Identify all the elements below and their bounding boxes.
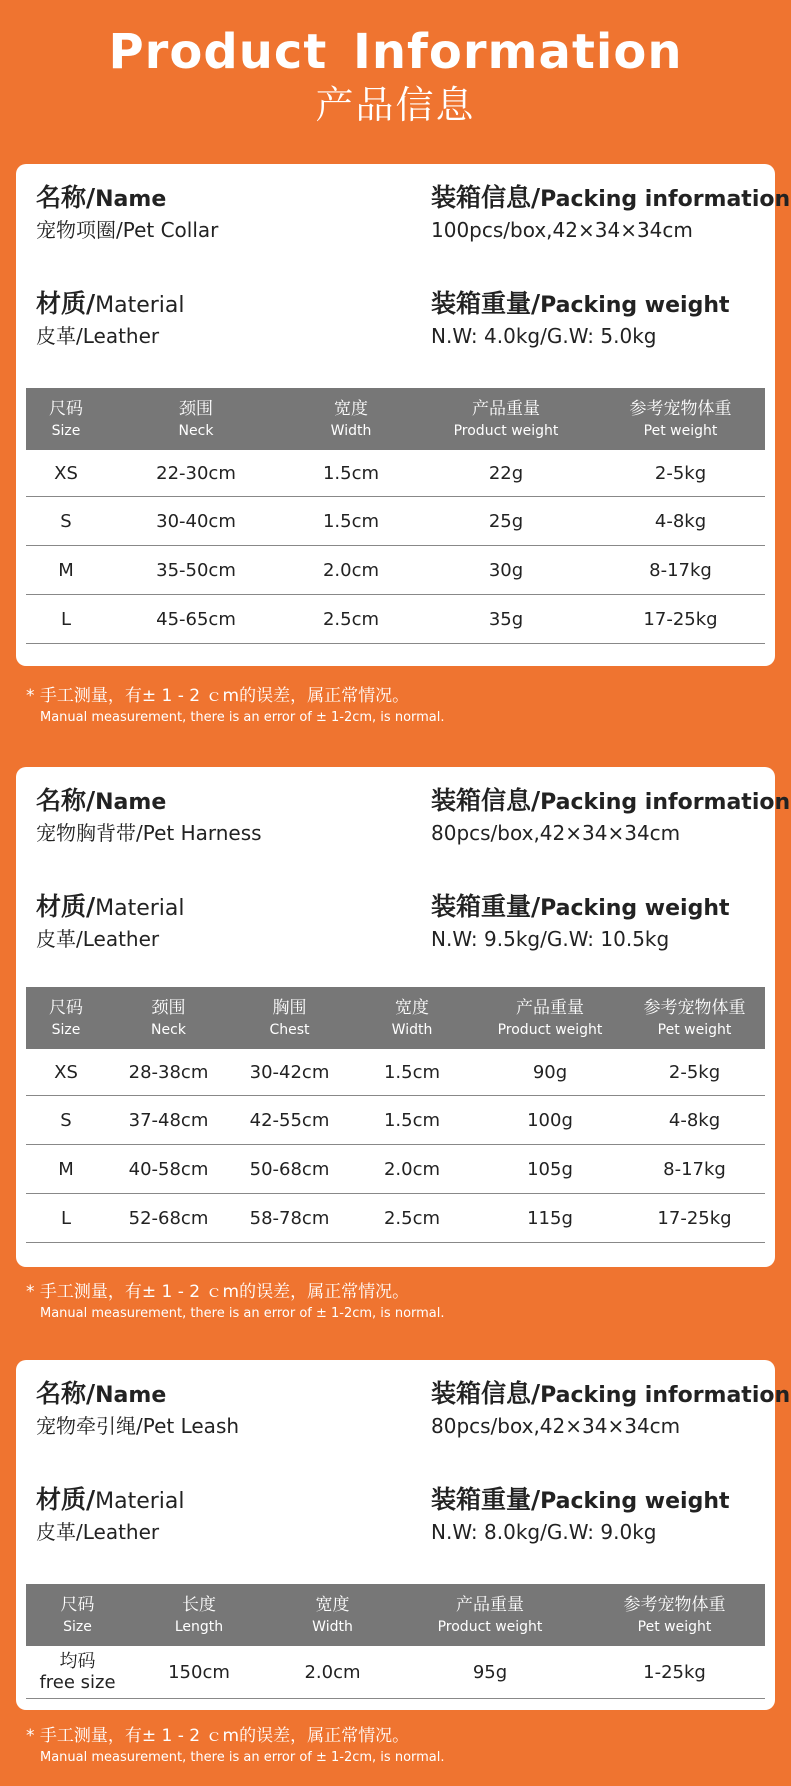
label-text: Packing information bbox=[540, 790, 791, 815]
label-text: 产品重量 bbox=[516, 998, 584, 1018]
measurement-note: * 手工测量，有± 1 - 2 ｃm的误差，属正常情况。 Manual measurement, there is an error of ± 1-2cm, is normal. bbox=[26, 1282, 445, 1321]
label-text: Packing weight bbox=[540, 293, 730, 318]
label-text: Neck bbox=[178, 423, 214, 439]
label-text: 装箱信息/ bbox=[431, 786, 541, 815]
page-title-en: Product Information bbox=[108, 24, 683, 80]
col-size bbox=[26, 1584, 129, 1646]
label-text: 装箱重量/ bbox=[431, 892, 541, 921]
packing-weight-block bbox=[431, 288, 730, 350]
col-size bbox=[26, 987, 106, 1049]
label-text: 名称/ bbox=[36, 183, 96, 212]
table-cell: L bbox=[26, 1194, 106, 1243]
col-product-weight bbox=[416, 388, 596, 450]
label-text: Material bbox=[95, 293, 185, 318]
table-cell: 2.0cm bbox=[269, 1646, 396, 1699]
col-product-weight bbox=[476, 987, 624, 1049]
product-card-collar bbox=[16, 164, 791, 666]
label-text: 产品重量 bbox=[472, 399, 540, 419]
packing-weight-block bbox=[431, 891, 730, 953]
label-text: 颈围 bbox=[151, 998, 186, 1018]
label-text: 胸围 bbox=[272, 998, 307, 1018]
field-label bbox=[431, 288, 730, 322]
table-cell: XS bbox=[26, 1049, 106, 1096]
label-text: Pet weight bbox=[657, 1022, 732, 1038]
table-cell: 2.0cm bbox=[348, 1145, 476, 1194]
field-label bbox=[36, 182, 218, 216]
col-width bbox=[269, 1584, 396, 1646]
table-row bbox=[26, 1646, 765, 1699]
table-cell: 1-25kg bbox=[584, 1646, 765, 1699]
label-text: 宽度 bbox=[334, 399, 368, 419]
col-length bbox=[129, 1584, 269, 1646]
product-name: 宠物牵引绳/Pet Leash bbox=[36, 1414, 240, 1438]
table-row bbox=[26, 1194, 765, 1243]
page-header bbox=[0, 0, 791, 154]
table-cell: 30g bbox=[416, 546, 596, 595]
field-label bbox=[36, 1378, 239, 1412]
product-name: 宠物项圈/Pet Collar bbox=[36, 218, 219, 242]
table-cell: 95g bbox=[396, 1646, 584, 1699]
label-text: 材质/ bbox=[36, 289, 96, 318]
col-neck bbox=[106, 987, 231, 1049]
table-cell: 30-42cm bbox=[231, 1049, 348, 1096]
table-row bbox=[26, 595, 765, 644]
table-row bbox=[26, 450, 765, 497]
field-label bbox=[431, 785, 790, 819]
material-block bbox=[36, 891, 185, 953]
table-cell: M bbox=[26, 1145, 106, 1194]
table-cell: 22g bbox=[416, 450, 596, 497]
table-row bbox=[26, 1096, 765, 1145]
table-cell: L bbox=[26, 595, 106, 644]
label-text: Product weight bbox=[453, 423, 559, 439]
packing-weight-block bbox=[431, 1484, 730, 1546]
table-cell: 42-55cm bbox=[231, 1096, 348, 1145]
label-text: Name bbox=[95, 187, 167, 212]
label-text: Pet weight bbox=[643, 423, 718, 439]
label-text: Packing weight bbox=[540, 1489, 730, 1514]
label-text: 装箱信息/ bbox=[431, 183, 541, 212]
table-cell: 30-40cm bbox=[106, 497, 286, 546]
table-cell: 2-5kg bbox=[596, 450, 765, 497]
table-cell: 100g bbox=[476, 1096, 624, 1145]
name-block bbox=[36, 1378, 239, 1440]
label-text: 产品重量 bbox=[456, 1595, 524, 1615]
name-block bbox=[36, 785, 262, 847]
table-cell: 1.5cm bbox=[286, 450, 416, 497]
label-text: Width bbox=[391, 1022, 433, 1038]
label-text: 宽度 bbox=[315, 1595, 350, 1615]
table-cell: 8-17kg bbox=[596, 546, 765, 595]
label-text: 长度 bbox=[182, 1595, 216, 1615]
product-card-leash bbox=[16, 1360, 791, 1710]
packing-weight-value: N.W: 9.5kg/G.W: 10.5kg bbox=[431, 927, 670, 951]
label-text: 参考宠物体重 bbox=[643, 998, 746, 1018]
packing-info-value: 80pcs/box,42×34×34cm bbox=[431, 821, 681, 845]
col-neck bbox=[106, 388, 286, 450]
measurement-note: * 手工测量，有± 1 - 2 ｃm的误差，属正常情况。 Manual measurement, there is an error of ± 1-2cm, is normal. bbox=[26, 1726, 445, 1765]
label-text: 尺码 bbox=[49, 399, 83, 419]
label-text: Size bbox=[51, 423, 81, 439]
table-cell: 17-25kg bbox=[596, 595, 765, 644]
table-cell: 105g bbox=[476, 1145, 624, 1194]
packing-info-value: 80pcs/box,42×34×34cm bbox=[431, 1414, 681, 1438]
material-block bbox=[36, 1484, 185, 1546]
table-cell: S bbox=[26, 1096, 106, 1145]
label-text: 装箱重量/ bbox=[431, 1485, 541, 1514]
packing-info-value: 100pcs/box,42×34×34cm bbox=[431, 218, 693, 242]
material-block bbox=[36, 288, 185, 350]
label-text: 材质/ bbox=[36, 1485, 96, 1514]
label-text: Width bbox=[312, 1619, 353, 1635]
table-cell: 2.0cm bbox=[286, 546, 416, 595]
label-text: Material bbox=[95, 896, 185, 921]
field-label bbox=[431, 891, 730, 925]
table-cell: 45-65cm bbox=[106, 595, 286, 644]
table-cell: 35-50cm bbox=[106, 546, 286, 595]
packing-weight-value: N.W: 8.0kg/G.W: 9.0kg bbox=[431, 1520, 657, 1544]
size-table bbox=[26, 388, 765, 644]
packing-info-block bbox=[431, 182, 790, 244]
field-label bbox=[431, 1484, 730, 1518]
measurement-note: * 手工测量，有± 1 - 2 ｃm的误差，属正常情况。 Manual measurement, there is an error of ± 1-2cm, is normal. bbox=[26, 686, 445, 725]
packing-weight-value: N.W: 4.0kg/G.W: 5.0kg bbox=[431, 324, 657, 348]
label-text: Packing weight bbox=[540, 896, 730, 921]
page-title-cn: 产品信息 bbox=[315, 83, 476, 127]
table-cell: 2-5kg bbox=[624, 1049, 765, 1096]
label-text: Width bbox=[330, 423, 372, 439]
field-label bbox=[36, 1484, 185, 1518]
label-text: Size bbox=[63, 1619, 92, 1635]
table-cell: 2.5cm bbox=[348, 1194, 476, 1243]
table-row bbox=[26, 1145, 765, 1194]
table-row bbox=[26, 497, 765, 546]
name-block bbox=[36, 182, 218, 244]
field-label bbox=[431, 182, 790, 216]
label-text: 宽度 bbox=[395, 998, 429, 1018]
size-table bbox=[26, 987, 765, 1243]
label-text: 装箱信息/ bbox=[431, 1379, 541, 1408]
table-cell: 4-8kg bbox=[596, 497, 765, 546]
label-text: Size bbox=[51, 1022, 81, 1038]
field-label bbox=[36, 288, 185, 322]
field-label bbox=[431, 1378, 790, 1412]
table-cell: 90g bbox=[476, 1049, 624, 1096]
table-cell: 2.5cm bbox=[286, 595, 416, 644]
table-row bbox=[26, 546, 765, 595]
col-width bbox=[286, 388, 416, 450]
table-cell: 均码 free size bbox=[26, 1646, 129, 1699]
material-value: 皮革/Leather bbox=[36, 324, 160, 348]
product-card-harness bbox=[16, 767, 791, 1267]
table-cell: 4-8kg bbox=[624, 1096, 765, 1145]
table-cell: S bbox=[26, 497, 106, 546]
label-text: Name bbox=[95, 790, 167, 815]
col-pet-weight bbox=[596, 388, 765, 450]
table-cell: 52-68cm bbox=[106, 1194, 231, 1243]
table-cell: 40-58cm bbox=[106, 1145, 231, 1194]
field-label bbox=[36, 785, 262, 819]
label-text: Product weight bbox=[497, 1022, 603, 1038]
table-cell: 1.5cm bbox=[348, 1096, 476, 1145]
packing-info-block bbox=[431, 785, 790, 847]
table-cell: 17-25kg bbox=[624, 1194, 765, 1243]
field-label bbox=[36, 891, 185, 925]
label-text: Material bbox=[95, 1489, 185, 1514]
table-cell: 58-78cm bbox=[231, 1194, 348, 1243]
label-text: 参考宠物体重 bbox=[629, 399, 732, 419]
label-text: 尺码 bbox=[60, 1595, 95, 1615]
col-width bbox=[348, 987, 476, 1049]
product-name: 宠物胸背带/Pet Harness bbox=[36, 821, 262, 845]
material-value: 皮革/Leather bbox=[36, 1520, 160, 1544]
col-size bbox=[26, 388, 106, 450]
table-row bbox=[26, 1049, 765, 1096]
label-text: 尺码 bbox=[49, 998, 83, 1018]
label-text: 名称/ bbox=[36, 786, 96, 815]
table-cell: 8-17kg bbox=[624, 1145, 765, 1194]
label-text: 颈围 bbox=[179, 399, 213, 419]
col-chest bbox=[231, 987, 348, 1049]
table-cell: 22-30cm bbox=[106, 450, 286, 497]
size-table bbox=[26, 1584, 765, 1699]
label-text: 材质/ bbox=[36, 892, 96, 921]
label-text: Length bbox=[174, 1619, 224, 1635]
label-text: 参考宠物体重 bbox=[623, 1595, 726, 1615]
table-cell: 37-48cm bbox=[106, 1096, 231, 1145]
label-text: Pet weight bbox=[637, 1619, 712, 1635]
material-value: 皮革/Leather bbox=[36, 927, 160, 951]
table-cell: 1.5cm bbox=[348, 1049, 476, 1096]
label-text: 名称/ bbox=[36, 1379, 96, 1408]
table-cell: 25g bbox=[416, 497, 596, 546]
label-text: Packing information bbox=[540, 187, 791, 212]
label-text: 装箱重量/ bbox=[431, 289, 541, 318]
table-cell: M bbox=[26, 546, 106, 595]
packing-info-block bbox=[431, 1378, 790, 1440]
table-cell: 115g bbox=[476, 1194, 624, 1243]
col-pet-weight bbox=[624, 987, 765, 1049]
label-text: Name bbox=[95, 1383, 167, 1408]
col-product-weight bbox=[396, 1584, 584, 1646]
table-cell: 1.5cm bbox=[286, 497, 416, 546]
label-text: Neck bbox=[151, 1022, 186, 1038]
table-cell: 35g bbox=[416, 595, 596, 644]
table-cell: 150cm bbox=[129, 1646, 269, 1699]
col-pet-weight bbox=[584, 1584, 765, 1646]
label-text: Product weight bbox=[437, 1619, 543, 1635]
table-cell: XS bbox=[26, 450, 106, 497]
table-cell: 50-68cm bbox=[231, 1145, 348, 1194]
label-text: Chest bbox=[269, 1022, 310, 1038]
table-cell: 28-38cm bbox=[106, 1049, 231, 1096]
label-text: Packing information bbox=[540, 1383, 791, 1408]
